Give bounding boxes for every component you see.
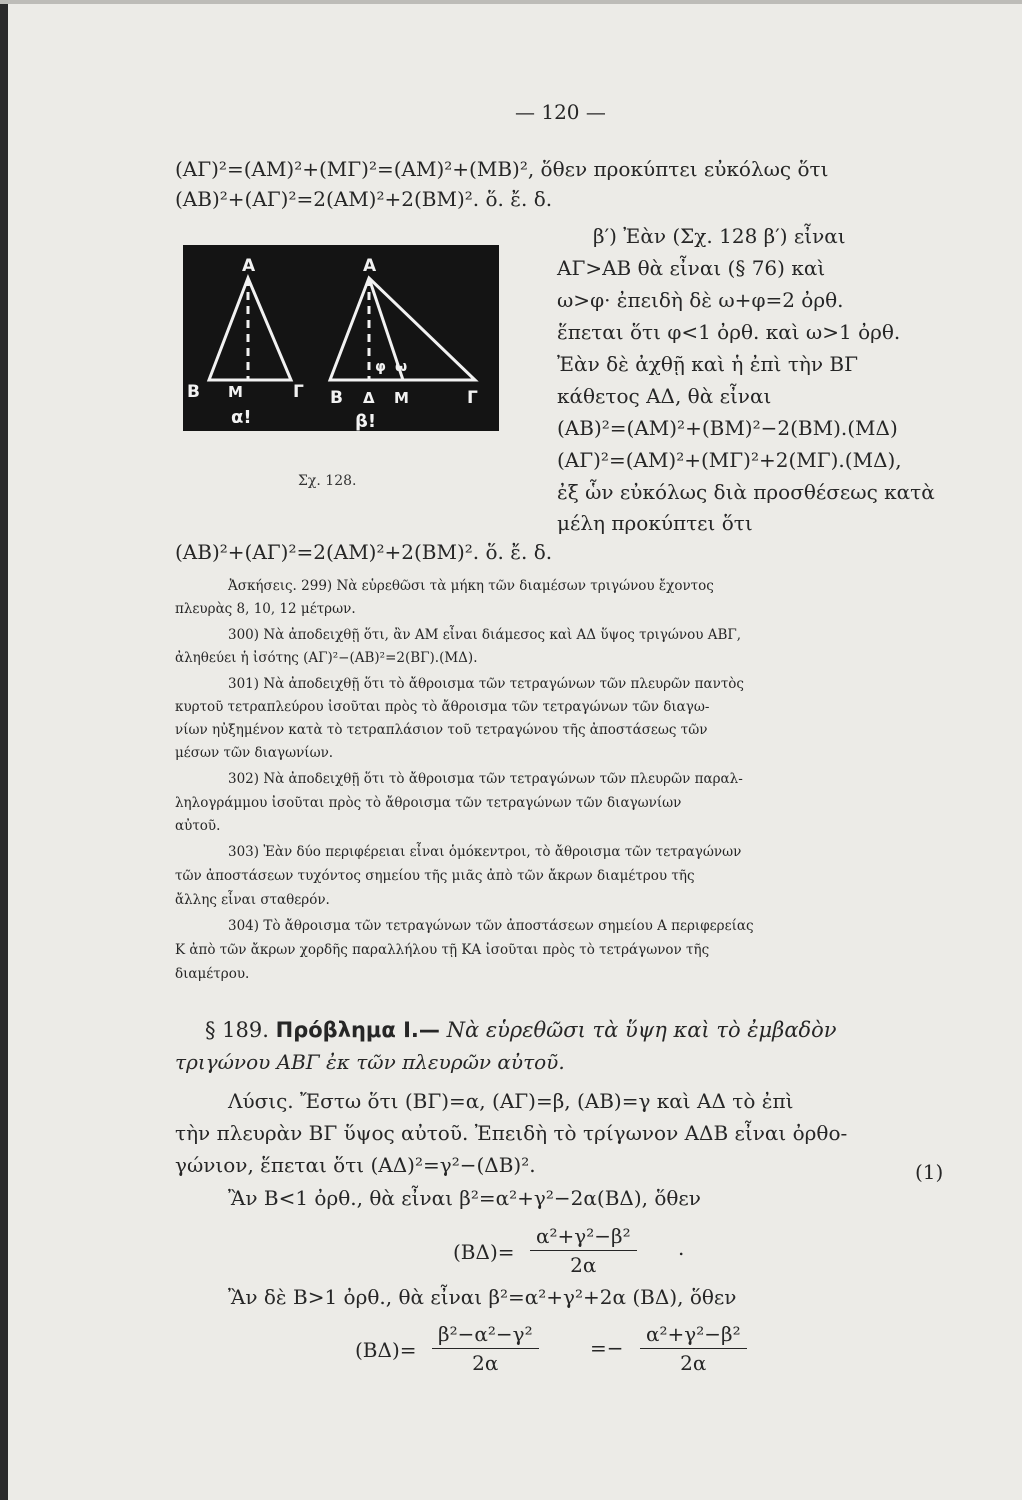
problem-heading xyxy=(205,1018,837,1042)
page-left-edge xyxy=(0,0,8,1500)
exercise-line: 301) Νὰ ἀποδειχθῇ ὅτι τὸ ἄθροισμα τῶν τετραγώνων τῶν πλευρῶν παντὸς xyxy=(228,676,744,692)
exercise-line: νίων ηὐξημένον κατὰ τὸ τετραπλάσιον τοῦ τετραγώνου τῆς ἀποστάσεως τῶν xyxy=(175,722,708,738)
fraction-2a xyxy=(432,1322,539,1375)
text-line: κάθετος ΑΔ, θὰ εἶναι xyxy=(557,384,772,408)
problem-statement: Νὰ εὑρεθῶσι τὰ ὕψη καὶ τὸ ἐμβαδὸν xyxy=(446,1018,837,1042)
exercise-line: 302) Νὰ ἀποδειχθῇ ὅτι τὸ ἄθροισμα τῶν τετραγώνων τῶν πλευρῶν παραλ- xyxy=(228,771,743,787)
text-line: ΑΓ>ΑΒ θὰ εἶναι (§ 76) καὶ xyxy=(557,256,826,280)
fraction-numerator: β²−α²−γ² xyxy=(432,1322,539,1349)
page-number: — 120 — xyxy=(515,100,606,124)
fraction-period: . xyxy=(678,1236,685,1260)
exercise-line: 300) Νὰ ἀποδειχθῇ ὅτι, ἂν ΑΜ εἶναι διάμεσος καὶ ΑΔ ὕψος τριγώνου ΑΒΓ, xyxy=(228,627,742,643)
result-line: (ΑΒ)²+(ΑΓ)²=2(ΑΜ)²+2(ΒΜ)². ὅ. ἔ. δ. xyxy=(175,540,553,564)
section-number: § 189. xyxy=(205,1018,269,1042)
solution-line: γώνιον, ἕπεται ὅτι (ΑΔ)²=γ²−(ΔΒ)². xyxy=(175,1153,536,1177)
vertex-G-beta: Γ xyxy=(467,388,478,408)
angle-phi: φ xyxy=(375,359,386,375)
fraction-denominator: 2α xyxy=(570,1253,597,1277)
text-line: ἐξ ὧν εὐκόλως διὰ προσθέσεως κατὰ xyxy=(557,480,935,504)
vertex-M-beta: Μ xyxy=(394,389,409,407)
fraction-numerator: α²+γ²−β² xyxy=(640,1322,747,1349)
triangle-alpha xyxy=(209,278,291,380)
exercise-line: 303) Ἐὰν δύο περιφέρειαι εἶναι ὁμόκεντροι, τὸ ἄθροισμα τῶν τετραγώνων xyxy=(228,844,742,860)
exercise-line: ἄλλης εἶναι σταθερόν. xyxy=(175,892,330,908)
solution-line: Ἂν Β<1 ὀρθ., θὰ εἶναι β²=α²+γ²−2α(ΒΔ), ὅθεν xyxy=(228,1186,701,1210)
text-line: (ΑΓ)²=(ΑΜ)²+(ΜΓ)²=(ΑΜ)²+(ΜΒ)², ὅθεν προκύπτει εὐκόλως ὅτι xyxy=(175,157,829,181)
fraction-lhs: (ΒΔ)= xyxy=(355,1338,417,1362)
vertex-A-beta: Α xyxy=(363,256,377,276)
vertex-G-alpha: Γ xyxy=(293,382,304,402)
text-line: μέλη προκύπτει ὅτι xyxy=(557,511,753,535)
problem-statement-cont: τριγώνου ΑΒΓ ἐκ τῶν πλευρῶν αὐτοῦ. xyxy=(175,1050,565,1074)
solution-line: Ἂν δὲ Β>1 ὀρθ., θὰ εἶναι β²=α²+γ²+2α (ΒΔ), ὅθεν xyxy=(228,1285,737,1309)
exercise-line: πλευρὰς 8, 10, 12 μέτρων. xyxy=(175,601,356,617)
vertex-B-beta: Β xyxy=(330,388,343,408)
fraction-denominator: 2α xyxy=(472,1351,499,1375)
figure-caption: Σχ. 128. xyxy=(298,473,357,489)
text-line: (ΑΒ)²+(ΑΓ)²=2(ΑΜ)²+2(ΒΜ)². ὅ. ἔ. δ. xyxy=(175,187,553,211)
text-line: ω>φ· ἐπειδὴ δὲ ω+φ=2 ὀρθ. xyxy=(557,288,844,312)
solution-line: Λύσις. Ἔστω ὅτι (ΒΓ)=α, (ΑΓ)=β, (ΑΒ)=γ καὶ ΑΔ τὸ ἐπὶ xyxy=(228,1089,794,1113)
fraction-denominator: 2α xyxy=(680,1351,707,1375)
triangle-diagram xyxy=(183,245,499,431)
solution-line: τὴν πλευρὰν ΒΓ ὕψος αὐτοῦ. Ἐπειδὴ τὸ τρίγωνον ΑΔΒ εἶναι ὀρθο- xyxy=(175,1121,848,1145)
text-line: Ἐὰν δὲ ἀχθῇ καὶ ἡ ἐπὶ τὴν ΒΓ xyxy=(557,352,858,376)
equation-number: (1) xyxy=(915,1160,944,1184)
fraction-numerator: α²+γ²−β² xyxy=(530,1224,637,1251)
fraction-1 xyxy=(530,1224,637,1277)
vertex-D-beta: Δ xyxy=(363,389,375,407)
exercise-line: κυρτοῦ τετραπλεύρου ἰσοῦται πρὸς τὸ ἄθροισμα τῶν τετραγώνων τῶν διαγω- xyxy=(175,699,710,715)
page-top-edge xyxy=(0,0,1022,4)
exercise-line: Ἀσκήσεις. 299) Νὰ εὑρεθῶσι τὰ μήκη τῶν διαμέσων τριγώνου ἔχοντος xyxy=(228,578,714,594)
text-line: ἕπεται ὅτι φ<1 ὀρθ. καὶ ω>1 ὀρθ. xyxy=(557,320,901,344)
label-beta: β! xyxy=(355,411,377,431)
fraction-equals: =− xyxy=(590,1336,624,1360)
exercise-line: ληλογράμμου ἰσοῦται πρὸς τὸ ἄθροισμα τῶν τετραγώνων τῶν διαγωνίων xyxy=(175,795,682,811)
exercise-line: ἀληθεύει ἡ ἰσότης (ΑΓ)²−(ΑΒ)²=2(ΒΓ).(ΜΔ). xyxy=(175,650,478,666)
text-line: β′) Ἐὰν (Σχ. 128 β′) εἶναι xyxy=(593,224,846,248)
exercise-line: διαμέτρου. xyxy=(175,966,250,982)
exercise-line: μέσων τῶν διαγωνίων. xyxy=(175,745,334,761)
vertex-M-alpha: Μ xyxy=(228,383,243,401)
fraction-2b xyxy=(640,1322,747,1375)
problem-title: Πρόβλημα Ι.— xyxy=(275,1018,440,1042)
exercise-line: 304) Τὸ ἄθροισμα τῶν τετραγώνων τῶν ἀποστάσεων σημείου Α περιφερείας xyxy=(228,918,754,934)
vertex-B-alpha: Β xyxy=(187,382,200,402)
exercise-line: Κ ἀπὸ τῶν ἄκρων χορδῆς παραλλήλου τῇ ΚΑ ἰσοῦται πρὸς τὸ τετράγωνον τῆς xyxy=(175,942,710,958)
exercise-line: τῶν ἀποστάσεων τυχόντος σημείου τῆς μιᾶς ἀπὸ τῶν ἄκρων διαμέτρου τῆς xyxy=(175,868,695,884)
text-line: (ΑΓ)²=(ΑΜ)²+(ΜΓ)²+2(ΜΓ).(ΜΔ), xyxy=(557,448,902,472)
figure-128 xyxy=(183,245,499,431)
angle-omega: ω xyxy=(395,359,408,375)
exercise-line: αὐτοῦ. xyxy=(175,818,221,834)
fraction-lhs: (ΒΔ)= xyxy=(453,1240,515,1264)
label-alpha: α! xyxy=(231,407,252,428)
text-line: (ΑΒ)²=(ΑΜ)²+(ΒΜ)²−2(ΒΜ).(ΜΔ) xyxy=(557,416,898,440)
vertex-A-alpha: Α xyxy=(242,256,256,276)
